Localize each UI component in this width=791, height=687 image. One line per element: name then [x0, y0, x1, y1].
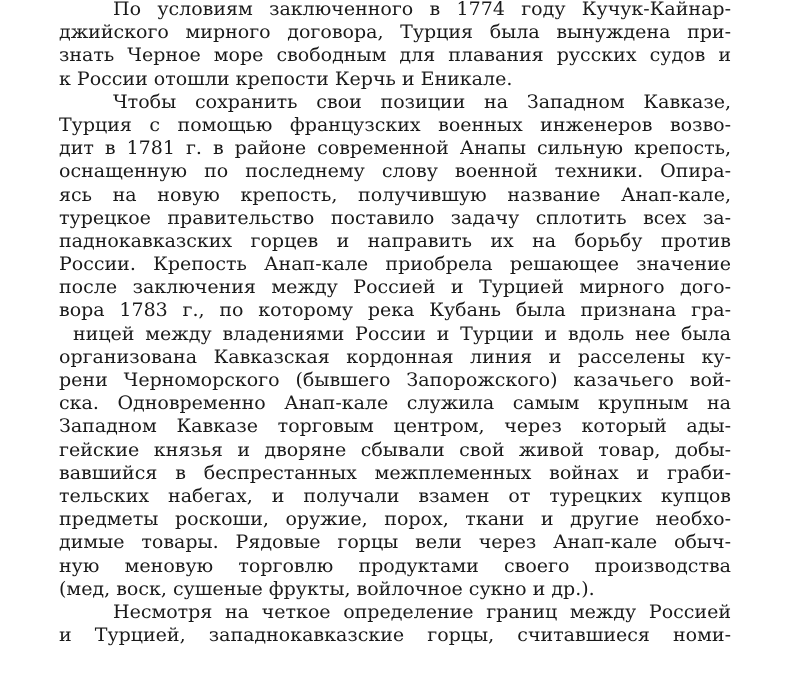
- text-line: паднокавказских горцев и направить их на борьбу против: [59, 229, 731, 252]
- text-line: джийского мирного договора, Турция была вынуждена при-: [59, 21, 731, 44]
- text-line: ную меновую торговлю продуктами своего производства: [59, 554, 731, 577]
- text-line: ясь на новую крепость, получившую название Анап-кале,: [59, 183, 731, 206]
- text-line: гейские князья и дворяне сбывали свой живой товар, добы-: [59, 438, 731, 461]
- text-line: и Турцией, западнокавказские горцы, считавшиеся номи-: [59, 624, 731, 647]
- text-line: Несмотря на четкое определение границ между Россией: [113, 600, 731, 623]
- text-line: тельских набегах, и получали взамен от турецких купцов: [59, 484, 731, 507]
- text-line: знать Черное море свободным для плавания русских судов и: [59, 44, 731, 67]
- text-line: (мед, воск, сушеные фрукты, войлочное сукно и др.).: [59, 577, 595, 600]
- text-line: рени Черноморского (бывшего Запорожского) казачьего вой-: [59, 369, 731, 391]
- text-line: предметы роскоши, оружие, порох, ткани и другие необхо-: [59, 508, 731, 531]
- text-line: Турция с помощью французских военных инженеров возво-: [59, 113, 731, 136]
- text-line: димые товары. Рядовые горцы вели через Анап-кале обыч-: [59, 531, 731, 554]
- text-line: России. Крепость Анап-кале приобрела решающее значение: [59, 253, 731, 276]
- text-line: оснащенную по последнему слову военной техники. Опира-: [59, 160, 731, 183]
- text-line: к России отошли крепости Керчь и Еникале.: [59, 67, 513, 90]
- text-line: Западном Кавказе торговым центром, через который ады-: [59, 415, 731, 438]
- text-line: организована Кавказская кордонная линия и расселены ку-: [59, 345, 731, 368]
- text-line: ницей между владениями России и Турции и вдоль нее была: [73, 322, 731, 345]
- text-line: вора 1783 г., по которому река Кубань была признана гра-: [59, 299, 731, 322]
- text-line: турецкое правительство поставило задачу сплотить всех за-: [59, 206, 731, 229]
- text-line: после заключения между Россией и Турцией мирного дого-: [59, 276, 731, 299]
- text-line: ска. Одновременно Анап-кале служила самым крупным на: [59, 392, 731, 415]
- text-line: дит в 1781 г. в районе современной Анапы сильную крепость,: [59, 137, 731, 160]
- text-line: Чтобы сохранить свои позиции на Западном Кавказе,: [113, 90, 731, 113]
- text-line: По условиям заключенного в 1774 году Кучук-Кайнар-: [113, 0, 731, 20]
- text-line: вавшийся в беспрестанных межплеменных войнах и граби-: [59, 461, 731, 484]
